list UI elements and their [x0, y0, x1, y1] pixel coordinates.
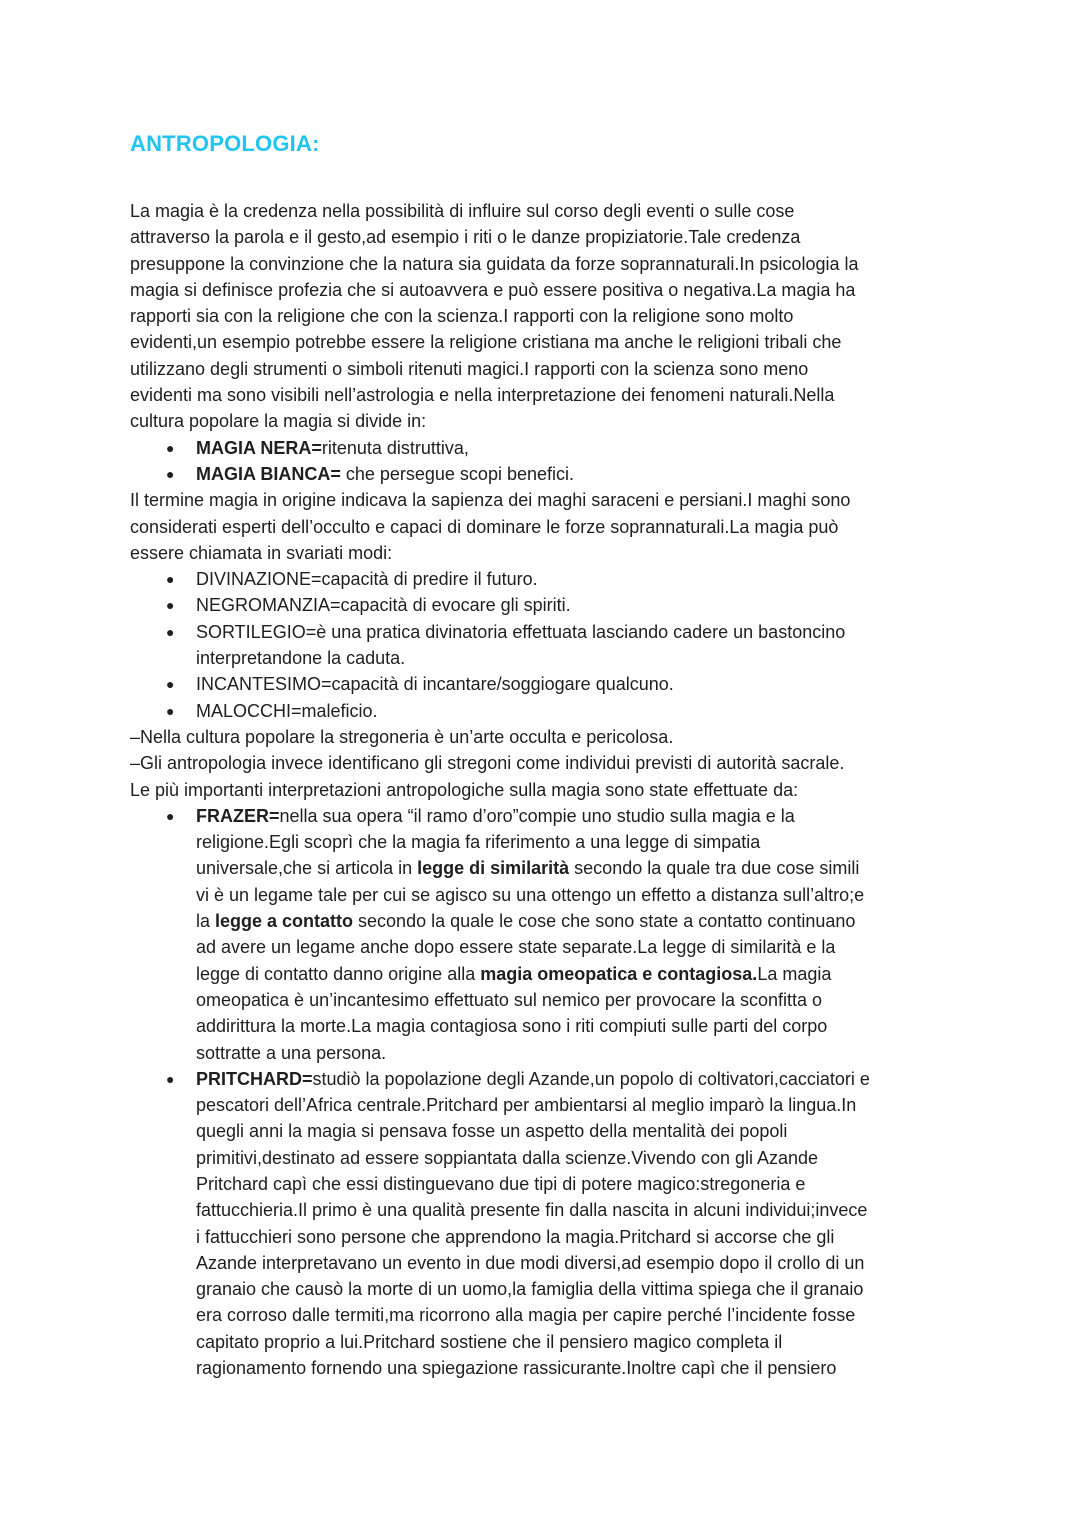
- list-item-continuation: ragionamento fornendo una spiegazione rassicurante.Inoltre capì che il pensiero: [196, 1358, 837, 1379]
- list-item-continuation: capitato proprio a lui.Pritchard sostiene che il pensiero magico completa il: [196, 1331, 783, 1352]
- text-line: Le più importanti interpretazioni antropologiche sulla magia sono state effettuate da:: [130, 779, 799, 800]
- text-line: attraverso la parola e il gesto,ad esempio i riti o le danze propiziatorie.Tale credenza: [130, 227, 801, 248]
- list-item-continuation: Pritchard capì che essi distinguevano due tipi di potere magico:stregoneria e: [196, 1173, 806, 1194]
- text-line: cultura popolare la magia si divide in:: [130, 411, 427, 432]
- interpretations-list: [130, 803, 960, 1382]
- frazer-item: [130, 803, 960, 1066]
- bold-term: legge a contatto: [215, 911, 354, 932]
- text-line: La magia è la credenza nella possibilità di influire sul corso degli eventi o sulle cose: [130, 201, 795, 221]
- list-item-continuation: interpretandone la caduta.: [196, 648, 406, 669]
- list-item: [130, 592, 960, 618]
- magia-modes-list: [130, 566, 960, 724]
- bullet-icon: ●: [166, 465, 175, 482]
- bullet-icon: ●: [166, 1070, 175, 1087]
- list-item-continuation: quegli anni la magia si pensava fosse un aspetto della mentalità dei popoli: [196, 1121, 788, 1142]
- list-item-continuation: era corroso dalle termiti,ma ricorrono alla magia per capire perché l’incidente fosse: [196, 1305, 856, 1326]
- list-item-text: INCANTESIMO=capacità di incantare/soggiogare qualcuno.: [196, 674, 674, 695]
- list-item-continuation: pescatori dell’Africa centrale.Pritchard per ambientarsi al meglio imparò la lingua.In: [196, 1095, 857, 1116]
- author-label: PRITCHARD=: [196, 1068, 313, 1089]
- list-item-continuation: addirittura la morte.La magia contagiosa sono i riti compiuti sulle parti del corpo: [196, 1016, 828, 1037]
- list-item-continuation: sottratte a una persona.: [196, 1042, 387, 1063]
- list-item-text: SORTILEGIO=è una pratica divinatoria effettuata lasciando cadere un bastoncino: [196, 621, 846, 642]
- text-segment: nella sua opera “il ramo d’oro”compie uno studio sulla magia e la: [279, 805, 795, 826]
- text-segment: La magia: [757, 963, 832, 984]
- stregoneria-paragraph: [130, 724, 960, 803]
- bullet-icon: ●: [166, 571, 175, 588]
- text-line: –Nella cultura popolare la stregoneria è un’arte occulta e pericolosa.: [130, 726, 674, 747]
- document-body: [130, 198, 960, 1381]
- list-item-continuation: i fattucchieri sono persone che apprendono la magia.Pritchard si accorse che gli: [196, 1226, 835, 1247]
- text-line: evidenti ma sono visibili nell’astrologia e nella interpretazione dei fenomeni naturali.Nella: [130, 385, 835, 406]
- list-item: [130, 435, 960, 461]
- list-item-text: MALOCCHI=maleficio.: [196, 700, 378, 721]
- text-segment: la: [196, 911, 216, 932]
- list-item-continuation: [130, 908, 960, 934]
- text-line: Il termine magia in origine indicava la sapienza dei maghi saraceni e persiani.I maghi sono: [130, 490, 851, 511]
- bullet-icon: ●: [166, 807, 175, 824]
- list-item: [130, 619, 960, 645]
- text-line: rapporti sia con la religione che con la scienza.I rapporti con la religione sono molto: [130, 306, 794, 327]
- bullet-icon: ●: [166, 597, 175, 614]
- list-item: [130, 803, 960, 829]
- list-item: [130, 1066, 960, 1092]
- intro-paragraph: [130, 198, 960, 435]
- bullet-icon: ●: [166, 676, 175, 693]
- text-line: –Gli antropologia invece identificano gli stregoni come individui previsti di autorità sacrale.: [130, 753, 845, 774]
- list-item-continuation: vi è un legame tale per cui se agisco su una ottengo un effetto a distanza sull’altro;e: [196, 884, 865, 905]
- pritchard-item: [130, 1066, 960, 1382]
- list-item-continuation: fattucchieria.Il primo è una qualità presente fin dalla nascita in alcuni individui;invece: [196, 1200, 868, 1221]
- text-segment: secondo la quale le cose che sono state a contatto continuano: [353, 911, 856, 932]
- origin-paragraph: [130, 487, 960, 566]
- list-item-continuation: omeopatica è un’incantesimo effettuato sul nemico per provocare la sconfitta o: [196, 989, 823, 1010]
- text-line: considerati esperti dell’occulto e capaci di dominare le forze soprannaturali.La magia può: [130, 516, 839, 537]
- list-item: [130, 671, 960, 697]
- list-item-continuation: religione.Egli scoprì che la magia fa riferimento a una legge di simpatia: [196, 832, 761, 853]
- magia-types-list: [130, 435, 960, 488]
- text-line: utilizzano degli strumenti o simboli ritenuti magici.I rapporti con la scienza sono meno: [130, 358, 809, 379]
- bold-term: legge di similarità: [417, 858, 570, 879]
- text-segment: universale,che si articola in: [196, 858, 418, 879]
- text-line: presuppone la convinzione che la natura sia guidata da forze soprannaturali.In psicologia la: [130, 253, 859, 274]
- bold-term: magia omeopatica e contagiosa.: [480, 963, 758, 984]
- list-item: [130, 461, 960, 487]
- bullet-icon: ●: [166, 702, 175, 719]
- text-line: magia si definisce profezia che si autoavvera e può essere positiva o negativa.La magia ha: [130, 279, 856, 300]
- list-item-continuation: primitivi,destinato ad essere soppiantata dalla scienze.Vivendo con gli Azande: [196, 1147, 819, 1168]
- term-label: MAGIA BIANCA=: [196, 463, 341, 484]
- text-line: essere chiamata in svariati modi:: [130, 542, 393, 563]
- text-segment: studiò la popolazione degli Azande,un popolo di coltivatori,cacciatori e: [312, 1068, 870, 1089]
- text-line: evidenti,un esempio potrebbe essere la religione cristiana ma anche le religioni tribali che: [130, 332, 842, 353]
- text-segment: secondo la quale tra due cose simili: [569, 858, 860, 879]
- list-item-continuation: [130, 855, 960, 881]
- list-item: [130, 698, 960, 724]
- author-label: FRAZER=: [196, 805, 280, 826]
- list-item-text: NEGROMANZIA=capacità di evocare gli spiriti.: [196, 595, 571, 616]
- list-item-continuation: Azande interpretavano un evento in due modi diversi,ad esempio dopo il crollo di un: [196, 1252, 865, 1273]
- list-item-continuation: ad avere un legame anche dopo essere state separate.La legge di similarità e la: [196, 937, 836, 958]
- term-definition: che persegue scopi benefici.: [340, 463, 574, 484]
- term-label: MAGIA NERA=: [196, 437, 322, 458]
- bullet-icon: ●: [166, 439, 175, 456]
- term-definition: ritenuta distruttiva,: [321, 437, 469, 458]
- list-item-continuation: granaio che causò la morte di un uomo,la famiglia della vittima spiega che il granaio: [196, 1279, 864, 1300]
- page-title: ANTROPOLOGIA:: [130, 131, 320, 156]
- list-item-text: DIVINAZIONE=capacità di predire il futuro.: [196, 569, 538, 590]
- text-segment: legge di contatto danno origine alla: [196, 963, 481, 984]
- bullet-icon: ●: [166, 623, 175, 640]
- list-item-continuation: [130, 961, 960, 987]
- list-item: [130, 566, 960, 592]
